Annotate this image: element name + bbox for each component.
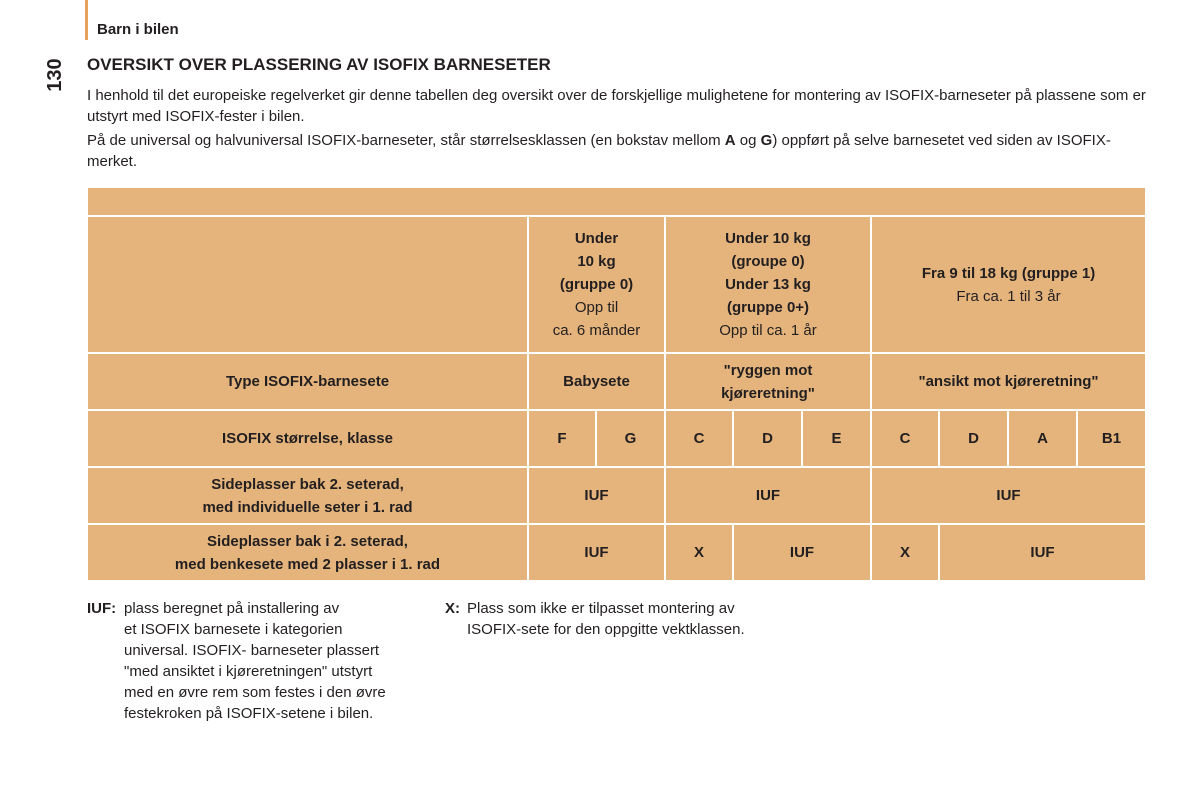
row-label-line: med benkesete med 2 plasser i 1. rad: [174, 555, 441, 573]
weight-group-age-line: ca. 6 månder: [552, 322, 641, 339]
suitability-cell: IUF: [733, 524, 871, 581]
weight-group-empty-cell: [87, 216, 528, 353]
weight-group-line: (gruppe 0): [559, 276, 634, 293]
intro-text: ) oppført på selve barnesetet ved siden av ISOFIX-merket.: [87, 132, 1111, 170]
suitability-cell: IUF: [528, 467, 665, 524]
section-label: Barn i bilen: [97, 21, 179, 38]
legend-iuf-key: IUF:: [87, 600, 117, 617]
size-cell: G: [596, 410, 665, 467]
suitability-cell: IUF: [665, 467, 871, 524]
suitability-cell: X: [871, 524, 939, 581]
type-cell: "ansikt mot kjøreretning": [871, 353, 1146, 410]
weight-group-line: Under 13 kg: [725, 276, 811, 293]
legend-line: ISOFIX-sete for den oppgitte vektklassen.: [467, 621, 745, 638]
size-cell: D: [733, 410, 802, 467]
bench-seat-row: [87, 524, 1146, 581]
size-cell: E: [802, 410, 871, 467]
row-label-line: Sideplasser bak 2. seterad,: [211, 475, 404, 493]
weight-group-line: (groupe 0): [731, 253, 805, 270]
legend-iuf-continuation: [124, 619, 444, 724]
intro-text: På de universal og halvuniversal ISOFIX-barneseter, står størrelsesklassen (en bokstav mellom: [87, 132, 725, 149]
weight-group-age-line: Opp til ca. 1 år: [719, 322, 817, 339]
weight-group-age-line: Opp til: [574, 299, 619, 316]
legend-line: universal. ISOFIX- barneseter plassert: [124, 642, 380, 659]
table-top-band: [87, 187, 1146, 216]
individual-seats-label: [87, 467, 528, 524]
suitability-cell: IUF: [871, 467, 1146, 524]
size-cell: C: [871, 410, 939, 467]
page-number: 130: [43, 58, 66, 92]
header-accent-bar: [85, 0, 88, 40]
size-class-a: A: [724, 132, 736, 149]
type-cell: Babysete: [528, 353, 665, 410]
weight-group-age-line: Fra ca. 1 til 3 år: [956, 287, 1061, 305]
weight-group-line: Under 10 kg: [725, 230, 811, 247]
isofix-table: [86, 186, 1147, 582]
bench-seat-label: [87, 524, 528, 581]
weight-group-1-cell: [871, 216, 1146, 353]
size-cell: B1: [1077, 410, 1146, 467]
suitability-cell: X: [665, 524, 733, 581]
size-cell: C: [665, 410, 733, 467]
legend-line: Plass som ikke er tilpasset montering av: [467, 600, 735, 617]
table-top-band-cell: [87, 187, 1146, 216]
weight-group-line: (gruppe 0+): [726, 299, 810, 316]
legend-iuf: [87, 598, 437, 728]
legend-line: "med ansiktet i kjøreretningen" utstyrt: [124, 663, 373, 680]
weight-group-line: Under: [574, 230, 619, 247]
size-cell: D: [939, 410, 1008, 467]
weight-group-line: Fra 9 til 18 kg (gruppe 1): [921, 264, 1096, 282]
type-cell: "ryggen mot kjøreretning": [665, 353, 871, 410]
size-cell: A: [1008, 410, 1077, 467]
row-label-line: Sideplasser bak i 2. seterad,: [207, 532, 408, 550]
intro-paragraph-2: [87, 130, 1152, 172]
legend-iuf-text: [124, 598, 444, 619]
legend-line: med en øvre rem som festes i den øvre: [124, 684, 386, 701]
size-cell: F: [528, 410, 596, 467]
type-row: [87, 353, 1146, 410]
legend-line: et ISOFIX barnesete i kategorien: [124, 621, 343, 638]
weight-group-line: 10 kg: [577, 253, 616, 270]
legend-x-text: [467, 598, 807, 640]
size-row: [87, 410, 1146, 467]
legend-x-key: X:: [445, 600, 460, 617]
suitability-cell: IUF: [939, 524, 1146, 581]
legend-x: [445, 598, 805, 648]
size-class-g: G: [760, 132, 773, 149]
legend-line: festekroken på ISOFIX-setene i bilen.: [124, 705, 374, 722]
row-label-line: med individuelle seter i 1. rad: [202, 498, 413, 516]
type-row-label: Type ISOFIX-barnesete: [87, 353, 528, 410]
page-title: OVERSIKT OVER PLASSERING AV ISOFIX BARNESETER: [87, 55, 551, 74]
intro-paragraph-1: I henhold til det europeiske regelverket gir denne tabellen deg oversikt over de forskjellige mulighetene for montering av ISOFIX-barneseter på plassene som er utstyrt med ISOFIX-fester i bilen.: [87, 87, 1146, 125]
legend-line: plass beregnet på installering av: [124, 600, 340, 617]
weight-group-row: [87, 216, 1146, 353]
weight-group-0plus-cell: [665, 216, 871, 353]
intro-text: og: [735, 132, 761, 149]
suitability-cell: IUF: [528, 524, 665, 581]
weight-group-0-cell: [528, 216, 665, 353]
size-row-label: ISOFIX størrelse, klasse: [87, 410, 528, 467]
individual-seats-row: [87, 467, 1146, 524]
